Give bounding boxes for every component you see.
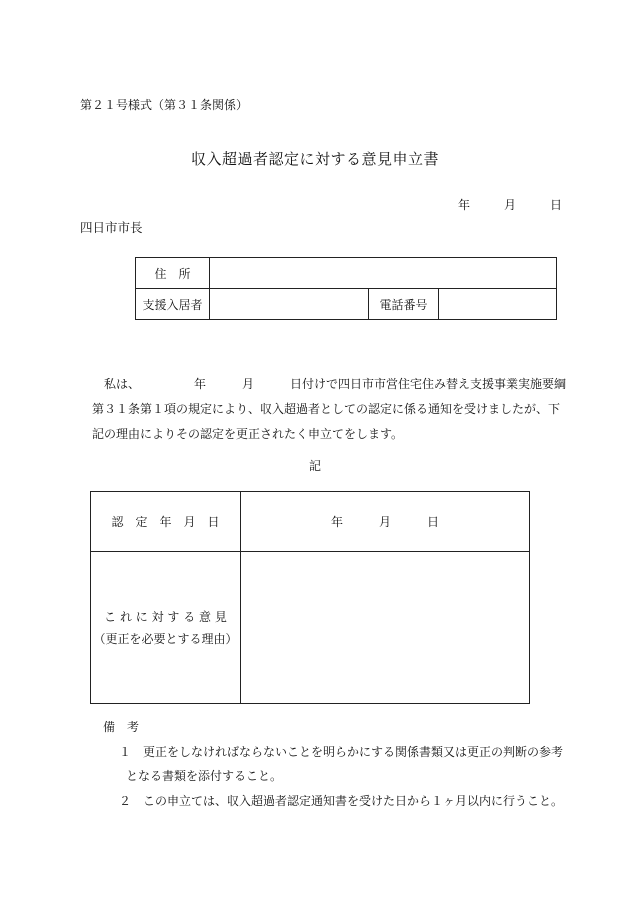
certification-date-row <box>91 492 530 552</box>
date-line <box>458 196 562 213</box>
statement-text <box>92 372 566 447</box>
opinion-label <box>91 552 241 704</box>
address-row <box>136 258 557 289</box>
document-title: 収入超過者認定に対する意見申立書 <box>190 150 439 168</box>
opinion-row <box>91 552 530 704</box>
opinion-table <box>90 491 530 704</box>
addressee: 四日市市長 <box>80 220 143 235</box>
address-field[interactable] <box>210 258 557 289</box>
ki-heading: 記 <box>308 459 321 473</box>
phone-label: 電話番号 <box>369 289 439 320</box>
statement-line-3: 記の理由によりその認定を更正されたく申立てをします。 <box>92 427 404 441</box>
tenant-name-field[interactable] <box>210 289 369 320</box>
date-month-label: 月 <box>504 198 517 212</box>
phone-field[interactable] <box>439 289 557 320</box>
opinion-field[interactable] <box>241 552 530 704</box>
remark-2: ２ この申立ては、収入超過者認定通知書を受けた日から１ヶ月以内に行うこと。 <box>119 794 564 808</box>
remark-1-line-2: となる書類を添付すること。 <box>126 769 283 783</box>
opinion-label-line-2: （更正を必要とする理由） <box>93 631 238 646</box>
tenant-label: 支援入居者 <box>136 289 210 320</box>
form-number: 第２１号様式（第３１条関係） <box>80 98 249 112</box>
applicant-table <box>135 257 557 320</box>
remarks-title: 備 考 <box>103 720 140 734</box>
address-label: 住 所 <box>136 258 210 289</box>
statement-line-2: 第３１条第１項の規定により、収入超過者としての認定に係る通知を受けましたが、下 <box>92 402 561 416</box>
opinion-label-line-1: こ れ に 対 す る 意 見 <box>104 609 227 624</box>
date-day-label: 日 <box>550 198 563 212</box>
date-year-label: 年 <box>458 198 471 212</box>
certification-date-field[interactable]: 年 月 日 <box>241 492 530 552</box>
tenant-row <box>136 289 557 320</box>
statement-line-1: 私は、 年 月 日付けで四日市市営住宅住み替え支援事業実施要綱 <box>104 377 567 391</box>
certification-date-label: 認 定 年 月 日 <box>91 492 241 552</box>
remark-1-line-1: １ 更正をしなければならないことを明らかにする関係書類又は更正の判断の参考 <box>119 745 564 759</box>
